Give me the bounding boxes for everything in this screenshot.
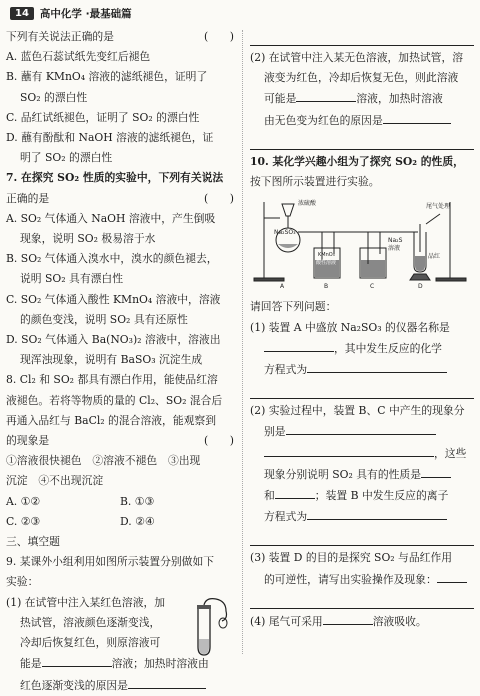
q8-observations: ①溶液很快褪色 ②溶液不褪色 ③出现: [6, 454, 201, 468]
book-title: 高中化学 ·最基础篇: [39, 7, 132, 20]
q7-option-d: D. SO₂ 气体通入 Ba(NO₃)₂ 溶液中，溶液出: [6, 333, 221, 347]
label-na2s-2: 溶液: [388, 245, 401, 253]
q6-option-d: D. 蘸有酚酞和 NaOH 溶液的滤纸褪色，证: [6, 131, 214, 145]
label-na2s: Na₂S: [388, 237, 403, 245]
answer-blank[interactable]: [383, 110, 451, 124]
test-tube-balloon-figure: [192, 597, 234, 659]
q10-stem-cont: 按下图所示装置进行实验。: [250, 175, 380, 189]
left-column: [6, 27, 234, 696]
q6-option-d-cont: 明了 SO₂ 的漂白性: [20, 151, 113, 165]
label-kmno4: KMnO₄: [318, 252, 335, 259]
q8-stem-4: 的现象是 ( ): [6, 434, 234, 448]
label-b: B: [324, 283, 329, 289]
q10-part1: (1) 装置 A 中盛放 Na₂SO₃ 的仪器名称是: [250, 320, 450, 334]
answer-line[interactable]: [250, 382, 474, 399]
q9-stem-cont: 实验：: [6, 575, 39, 589]
q8-options-ab: A. ①② B. ①③: [6, 494, 155, 508]
right-column: (2) 在试管中注入某无色溶液，加热试管，溶 液变为红色，冷却后恢复无色，则此溶液 可能是 溶液，加热时溶液 由无色变为红色的原因是 10. 某化学兴趣小组为了探究 SO₂ 的性质， 按下图所示装置进行实验。 浓硫酸 Na₂SO₃ KMnO₄ 酸性溶液 Na₂S 溶液 尾气处理 品红 A B C D 请回答下列问题： (1) 装置 A 中盛放 Na₂SO₃ 的仪器名称是 ，其中发生反应的化学 方程式为 (2) 实验过程中，装置 B、C 中产生的现象分 别是 ，这些 现象分别说明 SO₂ 具有的性质是 和 ；装置 B 中发生反应的离子 方程式为 (3) 装置 D 的目的是探究 SO₂ 与品红作用 的可逆性，请写出实验操作及现象： (4) 尾气可采用 溶液吸收。: [250, 27, 474, 632]
q8-options-cd: C. ②③ D. ②④: [6, 514, 155, 528]
label-a: A: [280, 283, 285, 289]
q7-option-c-cont: 的颜色变浅，说明 SO₂ 具有还原性: [20, 312, 188, 326]
column-divider: [242, 30, 243, 654]
answer-blank[interactable]: [42, 653, 112, 667]
answer-line[interactable]: [250, 29, 474, 46]
q10-part4: (4) 尾气可采用 溶液吸收。: [250, 611, 474, 632]
answer-blank[interactable]: [437, 569, 467, 583]
q10-stem: 10. 某化学兴趣小组为了探究 SO₂ 的性质，: [250, 154, 464, 168]
answer-blank[interactable]: [286, 421, 436, 435]
label-d: D: [418, 283, 423, 289]
q6-option-b-cont: SO₂ 的漂白性: [20, 90, 88, 104]
q7-option-d-cont: 现浑浊现象，说明有 BaSO₃ 沉淀生成: [20, 353, 203, 367]
q9-part1: (1) 在试管中注入某红色溶液，加 热试管，溶液颜色逐渐变浅， 冷却后恢复红色，则原溶液可 能是 溶液；加热时溶液由 红色逐渐变浅的原因是: [6, 593, 234, 696]
answer-blank[interactable]: [421, 464, 451, 478]
label-pink: 品红: [428, 253, 441, 261]
answer-blank[interactable]: [307, 359, 447, 373]
q9-stem: 9. 某课外小组利用如图所示装置分别做如下: [6, 555, 215, 569]
q6-option-b: B. 蘸有 KMnO₄ 溶液的滤纸褪色，证明了: [6, 70, 208, 84]
answer-blank[interactable]: [128, 675, 206, 689]
q7-option-a-cont: 现象，说明 SO₂ 极易溶于水: [20, 232, 156, 246]
label-kmno4-b: 酸性溶液: [316, 260, 337, 267]
q6-stem: 下列有关说法正确的是 ( ): [6, 30, 234, 43]
q6-option-a: A. 蓝色石蕊试纸先变红后褪色: [6, 50, 151, 64]
q6-option-c: C. 品红试纸褪色，证明了 SO₂ 的漂白性: [6, 110, 200, 124]
q7-stem: 7. 在探究 SO₂ 性质的实验中，下列有关说法: [6, 171, 224, 185]
q10-part3: (3) 装置 D 的目的是探究 SO₂ 与品红作用: [250, 551, 453, 565]
label-salt: Na₂SO₃: [274, 229, 296, 237]
answer-blank[interactable]: [275, 485, 315, 499]
q7-option-a: A. SO₂ 气体通入 NaOH 溶液中，产生倒吸: [6, 211, 216, 225]
q8-observations-cont: 沉淀 ④不出现沉淀: [6, 474, 104, 488]
label-c: C: [370, 283, 375, 289]
answer-blank[interactable]: [264, 338, 334, 352]
page-header: [10, 3, 132, 23]
label-acid: 浓硫酸: [298, 200, 317, 208]
answer-blank[interactable]: [307, 506, 447, 520]
answer-line[interactable]: [250, 592, 474, 609]
answer-line[interactable]: [250, 133, 474, 150]
section-title: 三、填空题: [6, 535, 60, 549]
q10-part2: (2) 实验过程中，装置 B、C 中产生的现象分: [250, 404, 465, 418]
q9-part2: (2) 在试管中注入某无色溶液，加热试管，溶: [250, 51, 464, 64]
label-tail: 尾气处理: [426, 203, 451, 211]
question-intro: 请回答下列问题：: [250, 300, 337, 314]
q8-stem: 8. Cl₂ 和 SO₂ 都具有漂白作用，能使品红溶: [6, 373, 218, 387]
page-number: 14: [10, 7, 34, 20]
q7-stem-cont: 正确的是 ( ): [6, 191, 234, 205]
experiment-apparatus-figure: [250, 194, 474, 288]
q7-option-c: C. SO₂ 气体通入酸性 KMnO₄ 溶液中，溶液: [6, 292, 221, 306]
q7-option-b-cont: 说明 SO₂ 具有漂白性: [20, 272, 124, 286]
answer-blank[interactable]: [264, 443, 434, 457]
q8-stem-3: 再通入品红与 BaCl₂ 的混合溶液，能观察到: [6, 413, 217, 427]
q8-stem-2: 液褪色。若将等物质的量的 Cl₂、SO₂ 混合后: [6, 393, 223, 407]
q7-option-b: B. SO₂ 气体通入溴水中，溴水的颜色褪去，: [6, 252, 218, 266]
answer-blank[interactable]: [296, 88, 356, 102]
answer-line[interactable]: [250, 529, 474, 546]
answer-blank[interactable]: [323, 611, 373, 625]
